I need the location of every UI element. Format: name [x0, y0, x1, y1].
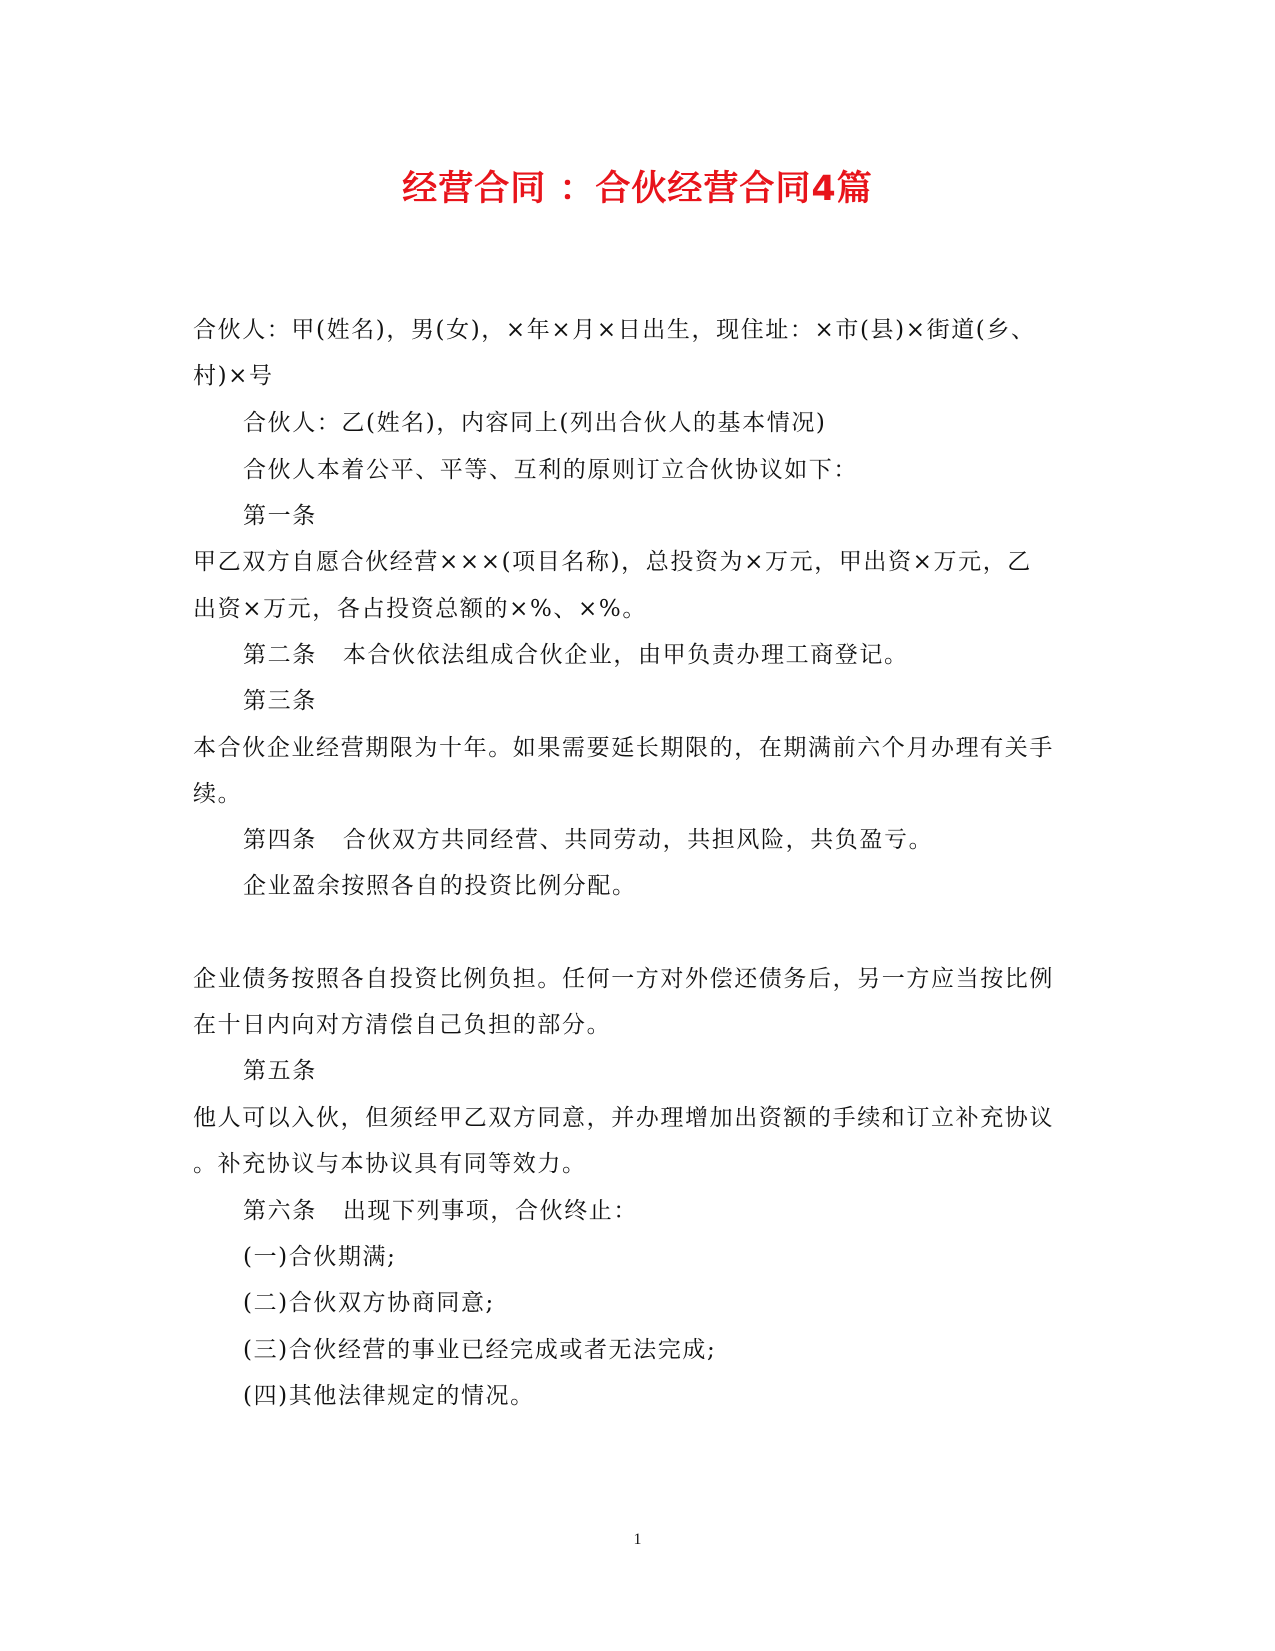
article-1-text-cont: 出资×万元，各占投资总额的×%、×%。	[193, 596, 647, 622]
article-6-text: 出现下列事项，合伙终止：	[342, 1198, 639, 1224]
partner-a-line: 合伙人：甲(姓名)，男(女)，×年×月×日出生，现住址：×市(县)×街道(乡、	[193, 317, 1036, 343]
article-3-heading: 第三条	[243, 688, 317, 714]
termination-item-3: (三)合伙经营的事业已经完成或者无法完成;	[243, 1337, 717, 1363]
article-2-text: 本合伙依法组成合伙企业，由甲负责办理工商登记。	[342, 642, 909, 668]
debt-line: 企业债务按照各自投资比例负担。任何一方对外偿还债务后，另一方应当按比例	[193, 966, 1054, 992]
article-3-text: 本合伙企业经营期限为十年。如果需要延长期限的，在期满前六个月办理有关手	[193, 735, 1054, 761]
page-number: 1	[633, 1531, 642, 1548]
article-1-heading: 第一条	[243, 503, 317, 529]
article-6-heading: 第六条	[243, 1198, 317, 1224]
principle-line: 合伙人本着公平、平等、互利的原则订立合伙协议如下：	[243, 457, 858, 483]
article-1-text: 甲乙双方自愿合伙经营×××(项目名称)，总投资为×万元，甲出资×万元，乙	[193, 549, 1032, 575]
article-4-text: 合伙双方共同经营、共同劳动，共担风险，共负盈亏。	[342, 827, 934, 853]
article-2	[243, 640, 909, 670]
profit-line: 企业盈余按照各自的投资比例分配。	[243, 873, 637, 899]
article-5-text-cont: 。补充协议与本协议具有同等效力。	[193, 1151, 587, 1177]
partner-b-line: 合伙人：乙(姓名)，内容同上(列出合伙人的基本情况)	[243, 410, 827, 436]
article-4-heading: 第四条	[243, 827, 317, 853]
article-5-heading: 第五条	[243, 1058, 317, 1084]
article-5-text: 他人可以入伙，但须经甲乙双方同意，并办理增加出资额的手续和订立补充协议	[193, 1105, 1054, 1131]
document-title: 经营合同 ：合伙经营合同4篇	[402, 169, 873, 209]
debt-line-cont: 在十日内向对方清偿自己负担的部分。	[193, 1012, 612, 1038]
article-3-text-cont: 续。	[193, 781, 243, 807]
partner-a-line-cont: 村)×号	[193, 363, 274, 389]
article-2-heading: 第二条	[243, 642, 317, 668]
article-6	[243, 1196, 638, 1226]
termination-item-4: (四)其他法律规定的情况。	[243, 1383, 535, 1409]
termination-item-2: (二)合伙双方协商同意;	[243, 1290, 495, 1316]
article-4	[243, 825, 933, 855]
termination-item-1: (一)合伙期满;	[243, 1244, 397, 1270]
